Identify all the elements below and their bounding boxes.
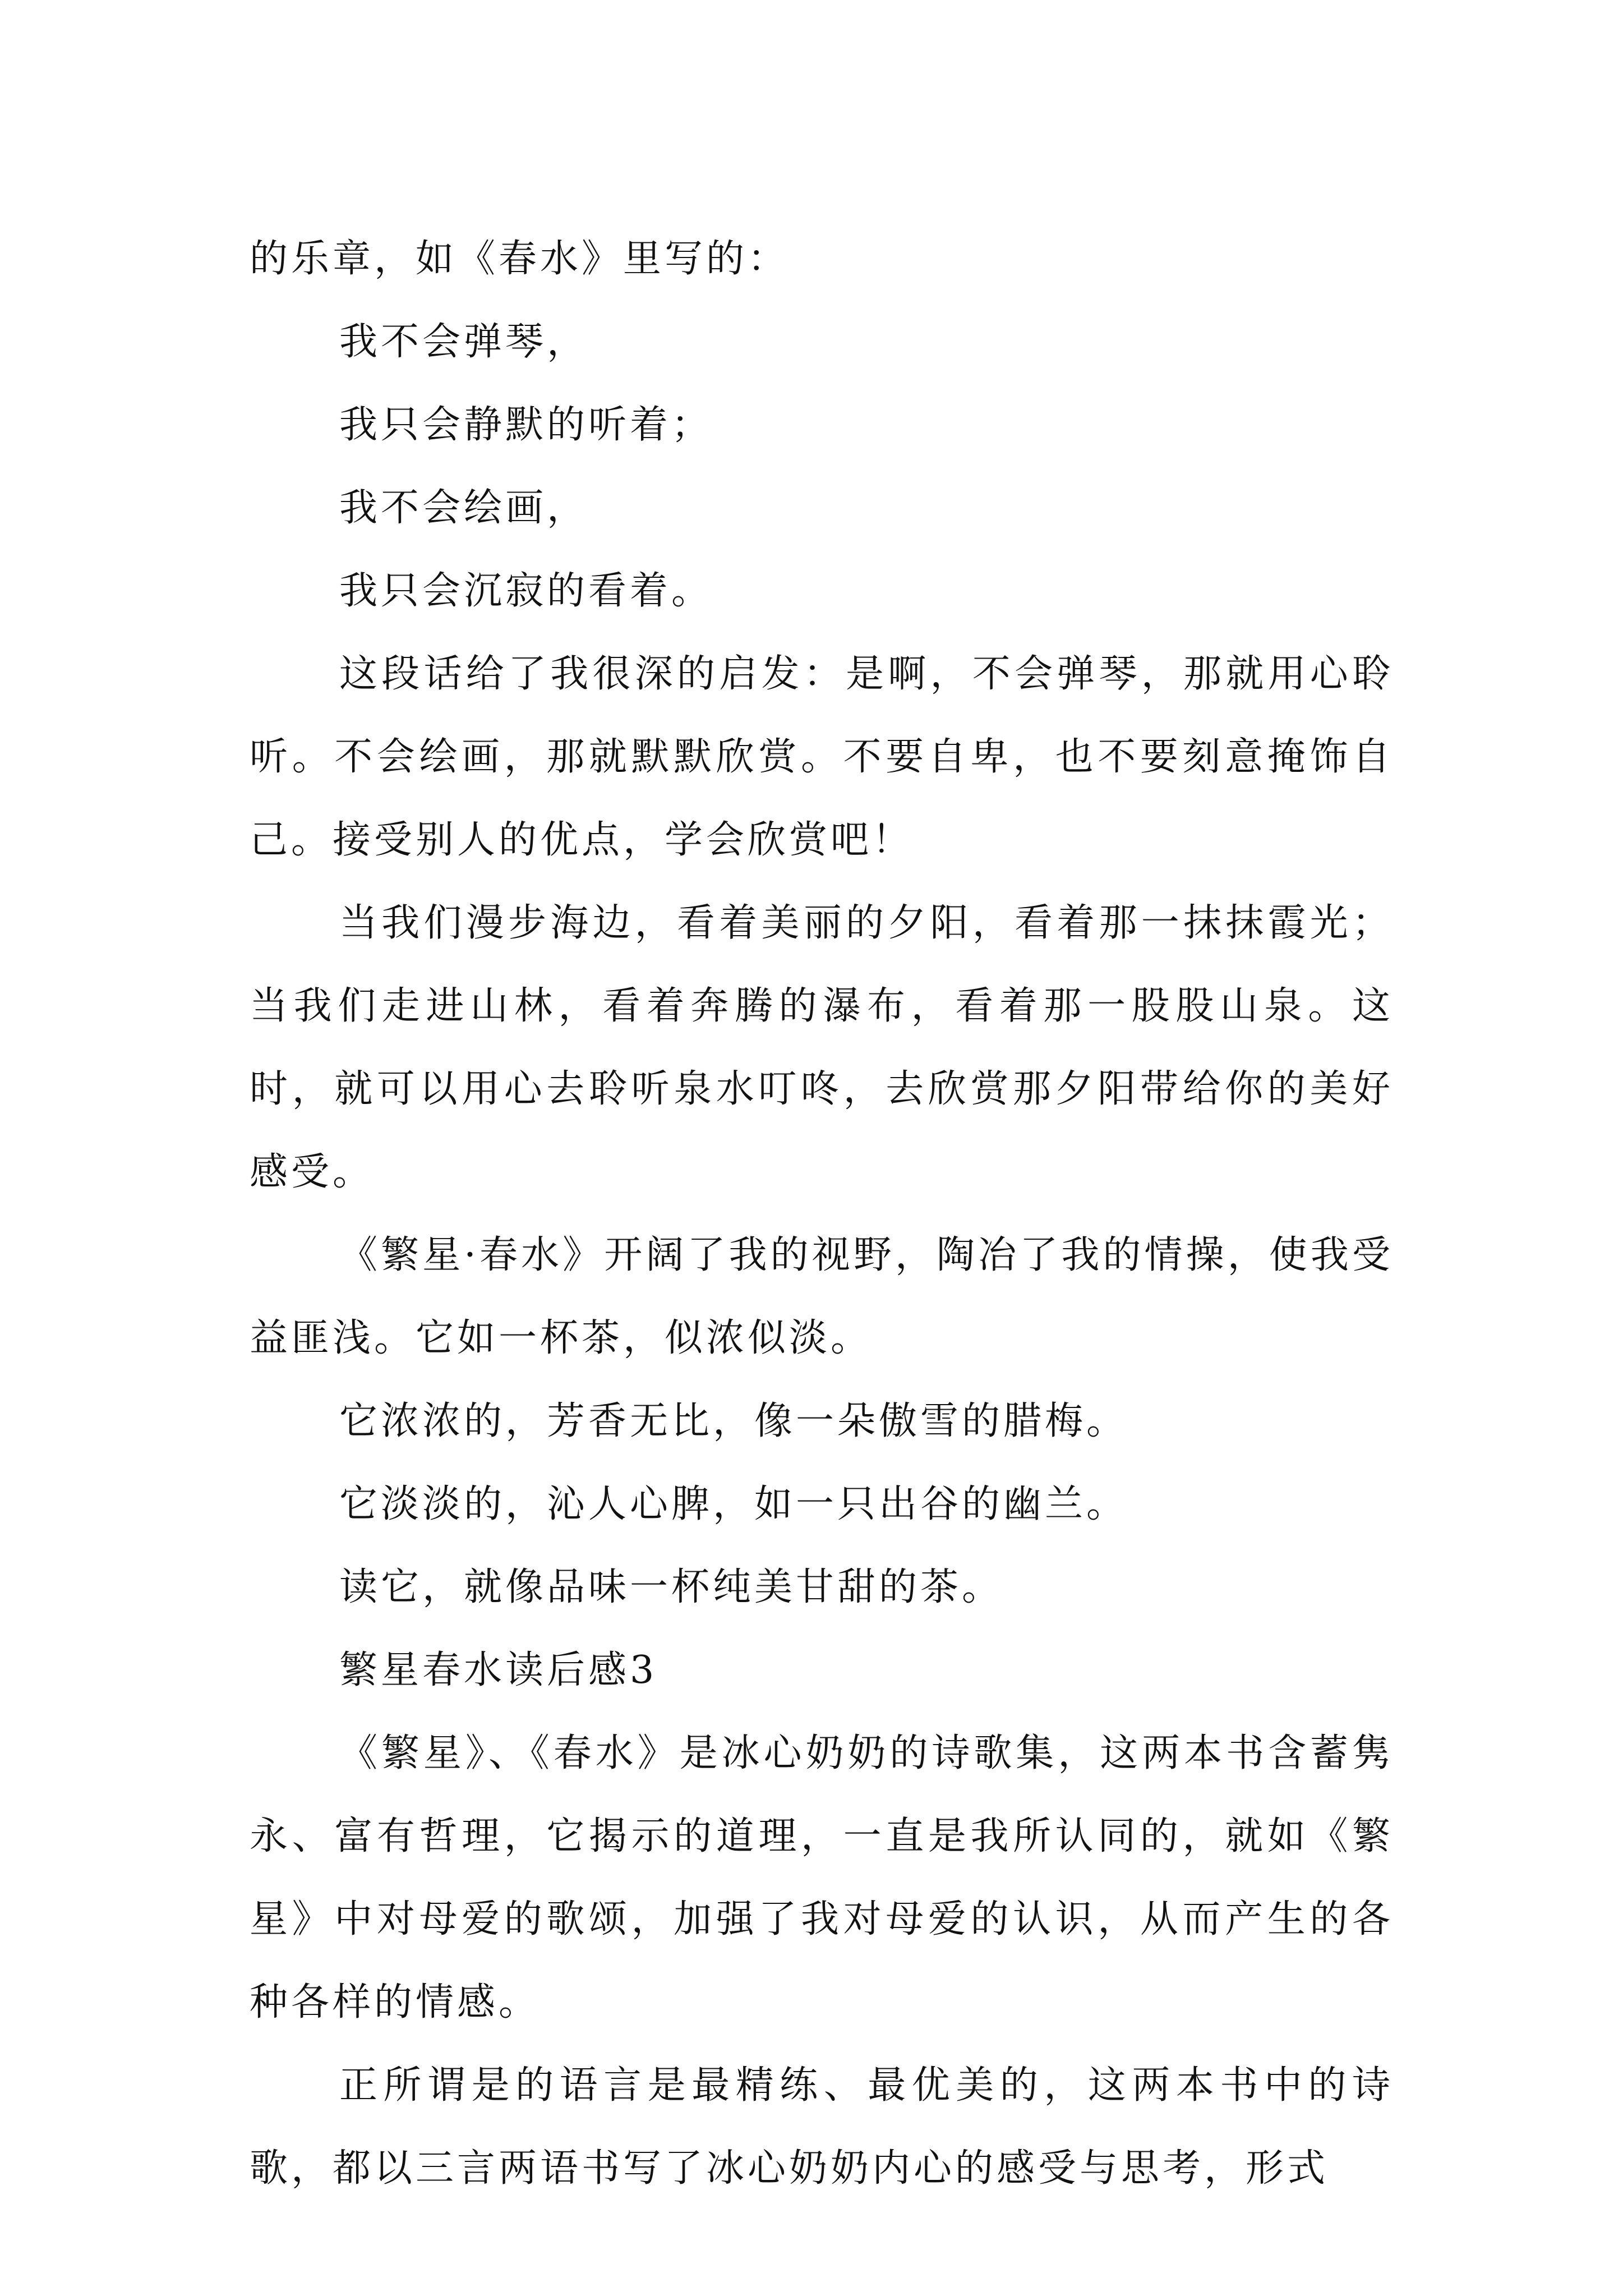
paragraph: 它浓浓的，芳香无比，像一朵傲雪的腊梅。 <box>339 1399 1128 1443</box>
paragraph: 正所谓是的语言是最精练、最优美的，这两本书中的诗歌，都以三言两语书写了冰心奶奶内心的感受与思考，形式 <box>250 2063 1394 2191</box>
poem-line: 我不会弹琴， <box>339 320 589 364</box>
paragraph: 的乐章，如《春水》里写的： <box>250 237 790 281</box>
paragraph: 这段话给了我很深的启发：是啊，不会弹琴，那就用心聆听。不会绘画，那就默默欣赏。不要自卑，也不要刻意掩饰自己。接受别人的优点，学会欣赏吧！ <box>250 652 1394 862</box>
paragraph: 当我们漫步海边，看着美丽的夕阳，看着那一抹抹霞光；当我们走进山林，看着奔腾的瀑布，看着那一股股山泉。这时，就可以用心去聆听泉水叮咚，去欣赏那夕阳带给你的美好感受。 <box>250 901 1394 1194</box>
paragraph: 它淡淡的，沁人心脾，如一只出谷的幽兰。 <box>339 1482 1128 1526</box>
paragraph: 《繁星》、《春水》是冰心奶奶的诗歌集，这两本书含蓄隽永、富有哲理，它揭示的道理，一直是我所认同的，就如《繁星》中对母爱的歌颂，加强了我对母爱的认识，从而产生的各种各样的情感。 <box>250 1731 1394 2024</box>
paragraph: 读它，就像品味一杯纯美甘甜的茶。 <box>339 1565 1004 1609</box>
poem-line: 我只会沉寂的看着。 <box>339 569 713 613</box>
document-body <box>250 218 1394 2210</box>
poem-line: 我只会静默的听着； <box>339 403 713 447</box>
section-heading: 繁星春水读后感3 <box>339 1648 658 1692</box>
paragraph: 《繁星·春水》开阔了我的视野，陶冶了我的情操，使我受益匪浅。它如一杯茶，似浓似淡。 <box>250 1233 1394 1360</box>
poem-line: 我不会绘画， <box>339 486 589 530</box>
